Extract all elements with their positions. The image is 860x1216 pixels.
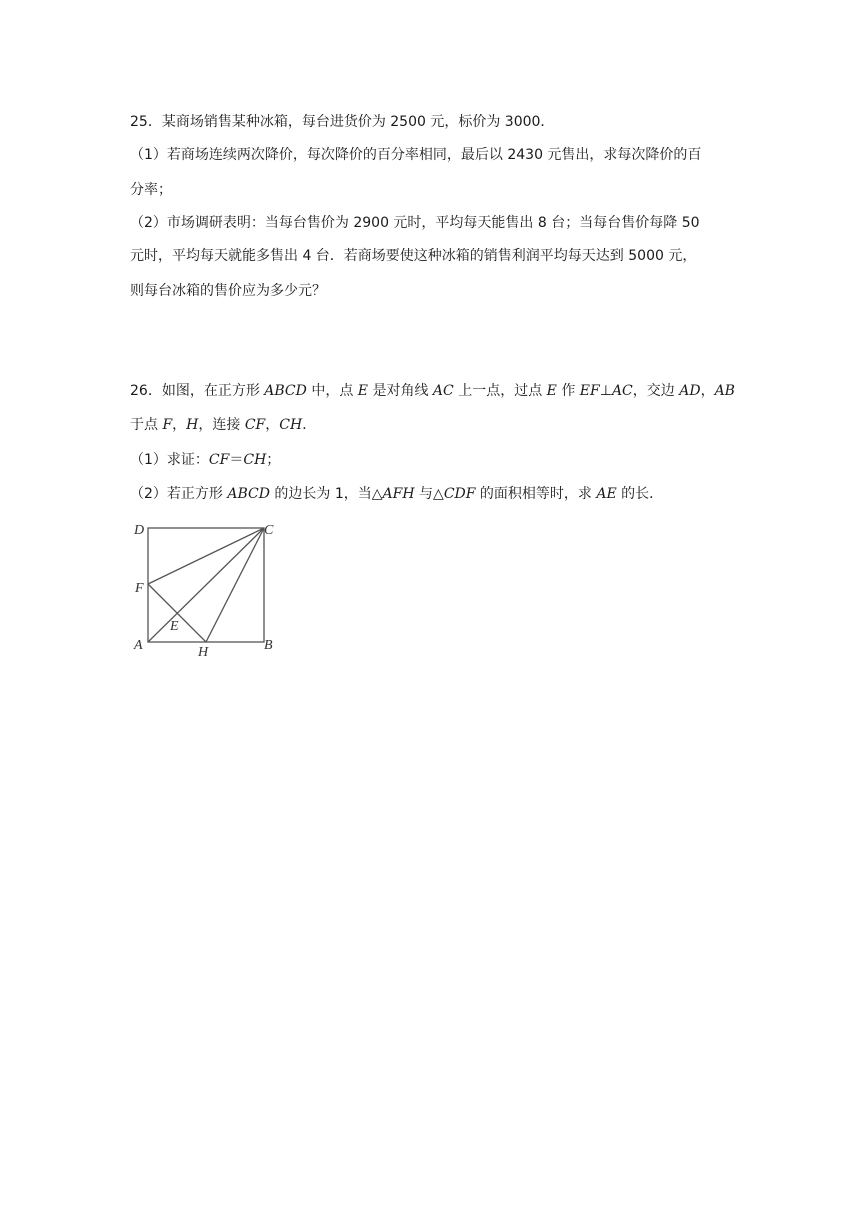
label-c: C [264,523,274,538]
q26-text: 的边长为 1，当△ [269,486,383,502]
label-a: A [134,638,143,653]
q26-text: 的长． [616,486,664,502]
q26-text: （2）若正方形 [130,486,228,502]
q26-text: 的面积相等时，求 [475,486,597,502]
q26-text: 作 [556,383,580,399]
label-d: D [134,523,145,538]
q26-text: ， [172,417,187,433]
label-h: H [198,645,209,660]
q26-text: ； [266,452,281,468]
q26-math: H [186,417,199,433]
label-f: F [135,581,144,596]
q26-text: （1）求证： [130,452,209,468]
q25-line-3: 分率； [130,182,172,198]
q26-line-1 [130,381,735,401]
q26-math: E [357,383,369,399]
q26-math: AFH [382,486,415,502]
segment-cf [148,528,264,584]
q26-math: AD [679,383,701,399]
q26-math: AE [596,486,617,502]
q25-line-4: （2）市场调研表明：当每台售价为 2900 元时，平均每天能售出 8 台；当每台售价每降 50 [130,215,700,231]
q26-text: ＝ [229,452,244,468]
q26-math: AB [714,383,735,399]
q26-math: AC [432,383,454,399]
q26-math: E [546,383,557,399]
q26-text: ． [302,417,317,433]
q26-math: AC [611,383,633,399]
q26-text: ，连接 [198,417,245,433]
q26-text: 与△ [414,486,444,502]
q26-math: ABCD [227,486,270,502]
q26-math: CDF [443,486,476,502]
q26-line-2 [130,415,316,435]
q26-text: ， [700,383,715,399]
q26-math: CH [243,452,267,468]
q26-text: 中，点 [306,383,358,399]
q25-line-1: 25．某商场销售某种冰箱，每台进货价为 2500 元，标价为 3000． [130,114,555,130]
q26-text: ⊥ [599,383,612,399]
q26-text: ， [265,417,280,433]
square-figure-svg [130,518,280,660]
label-e: E [170,619,179,634]
q26-math: F [162,417,173,433]
q25-line-6: 则每台冰箱的售价应为多少元？ [130,283,326,299]
q26-text: 是对角线 [368,383,433,399]
q26-text: 26．如图，在正方形 [130,383,265,399]
q25-line-2: （1）若商场连续两次降价，每次降价的百分率相同，最后以 2430 元售出，求每次降价的百 [130,147,702,163]
q26-line-3 [130,450,280,470]
q26-text: 上一点，过点 [453,383,547,399]
q25-line-5: 元时，平均每天就能多售出 4 台．若商场要使这种冰箱的销售利润平均每天达到 5000 元， [130,248,697,264]
q26-math: ABCD [264,383,307,399]
q26-math: EF [579,383,600,399]
q26-text: 于点 [130,417,163,433]
q26-math: CH [279,417,303,433]
diagonal-ac [148,528,264,642]
square-figure [130,518,280,660]
q26-text: ，交边 [632,383,680,399]
q26-math: CF [244,417,266,433]
q26-math: CF [208,452,230,468]
q26-line-4 [130,484,663,504]
label-b: B [264,638,273,653]
segment-ch [206,528,264,642]
